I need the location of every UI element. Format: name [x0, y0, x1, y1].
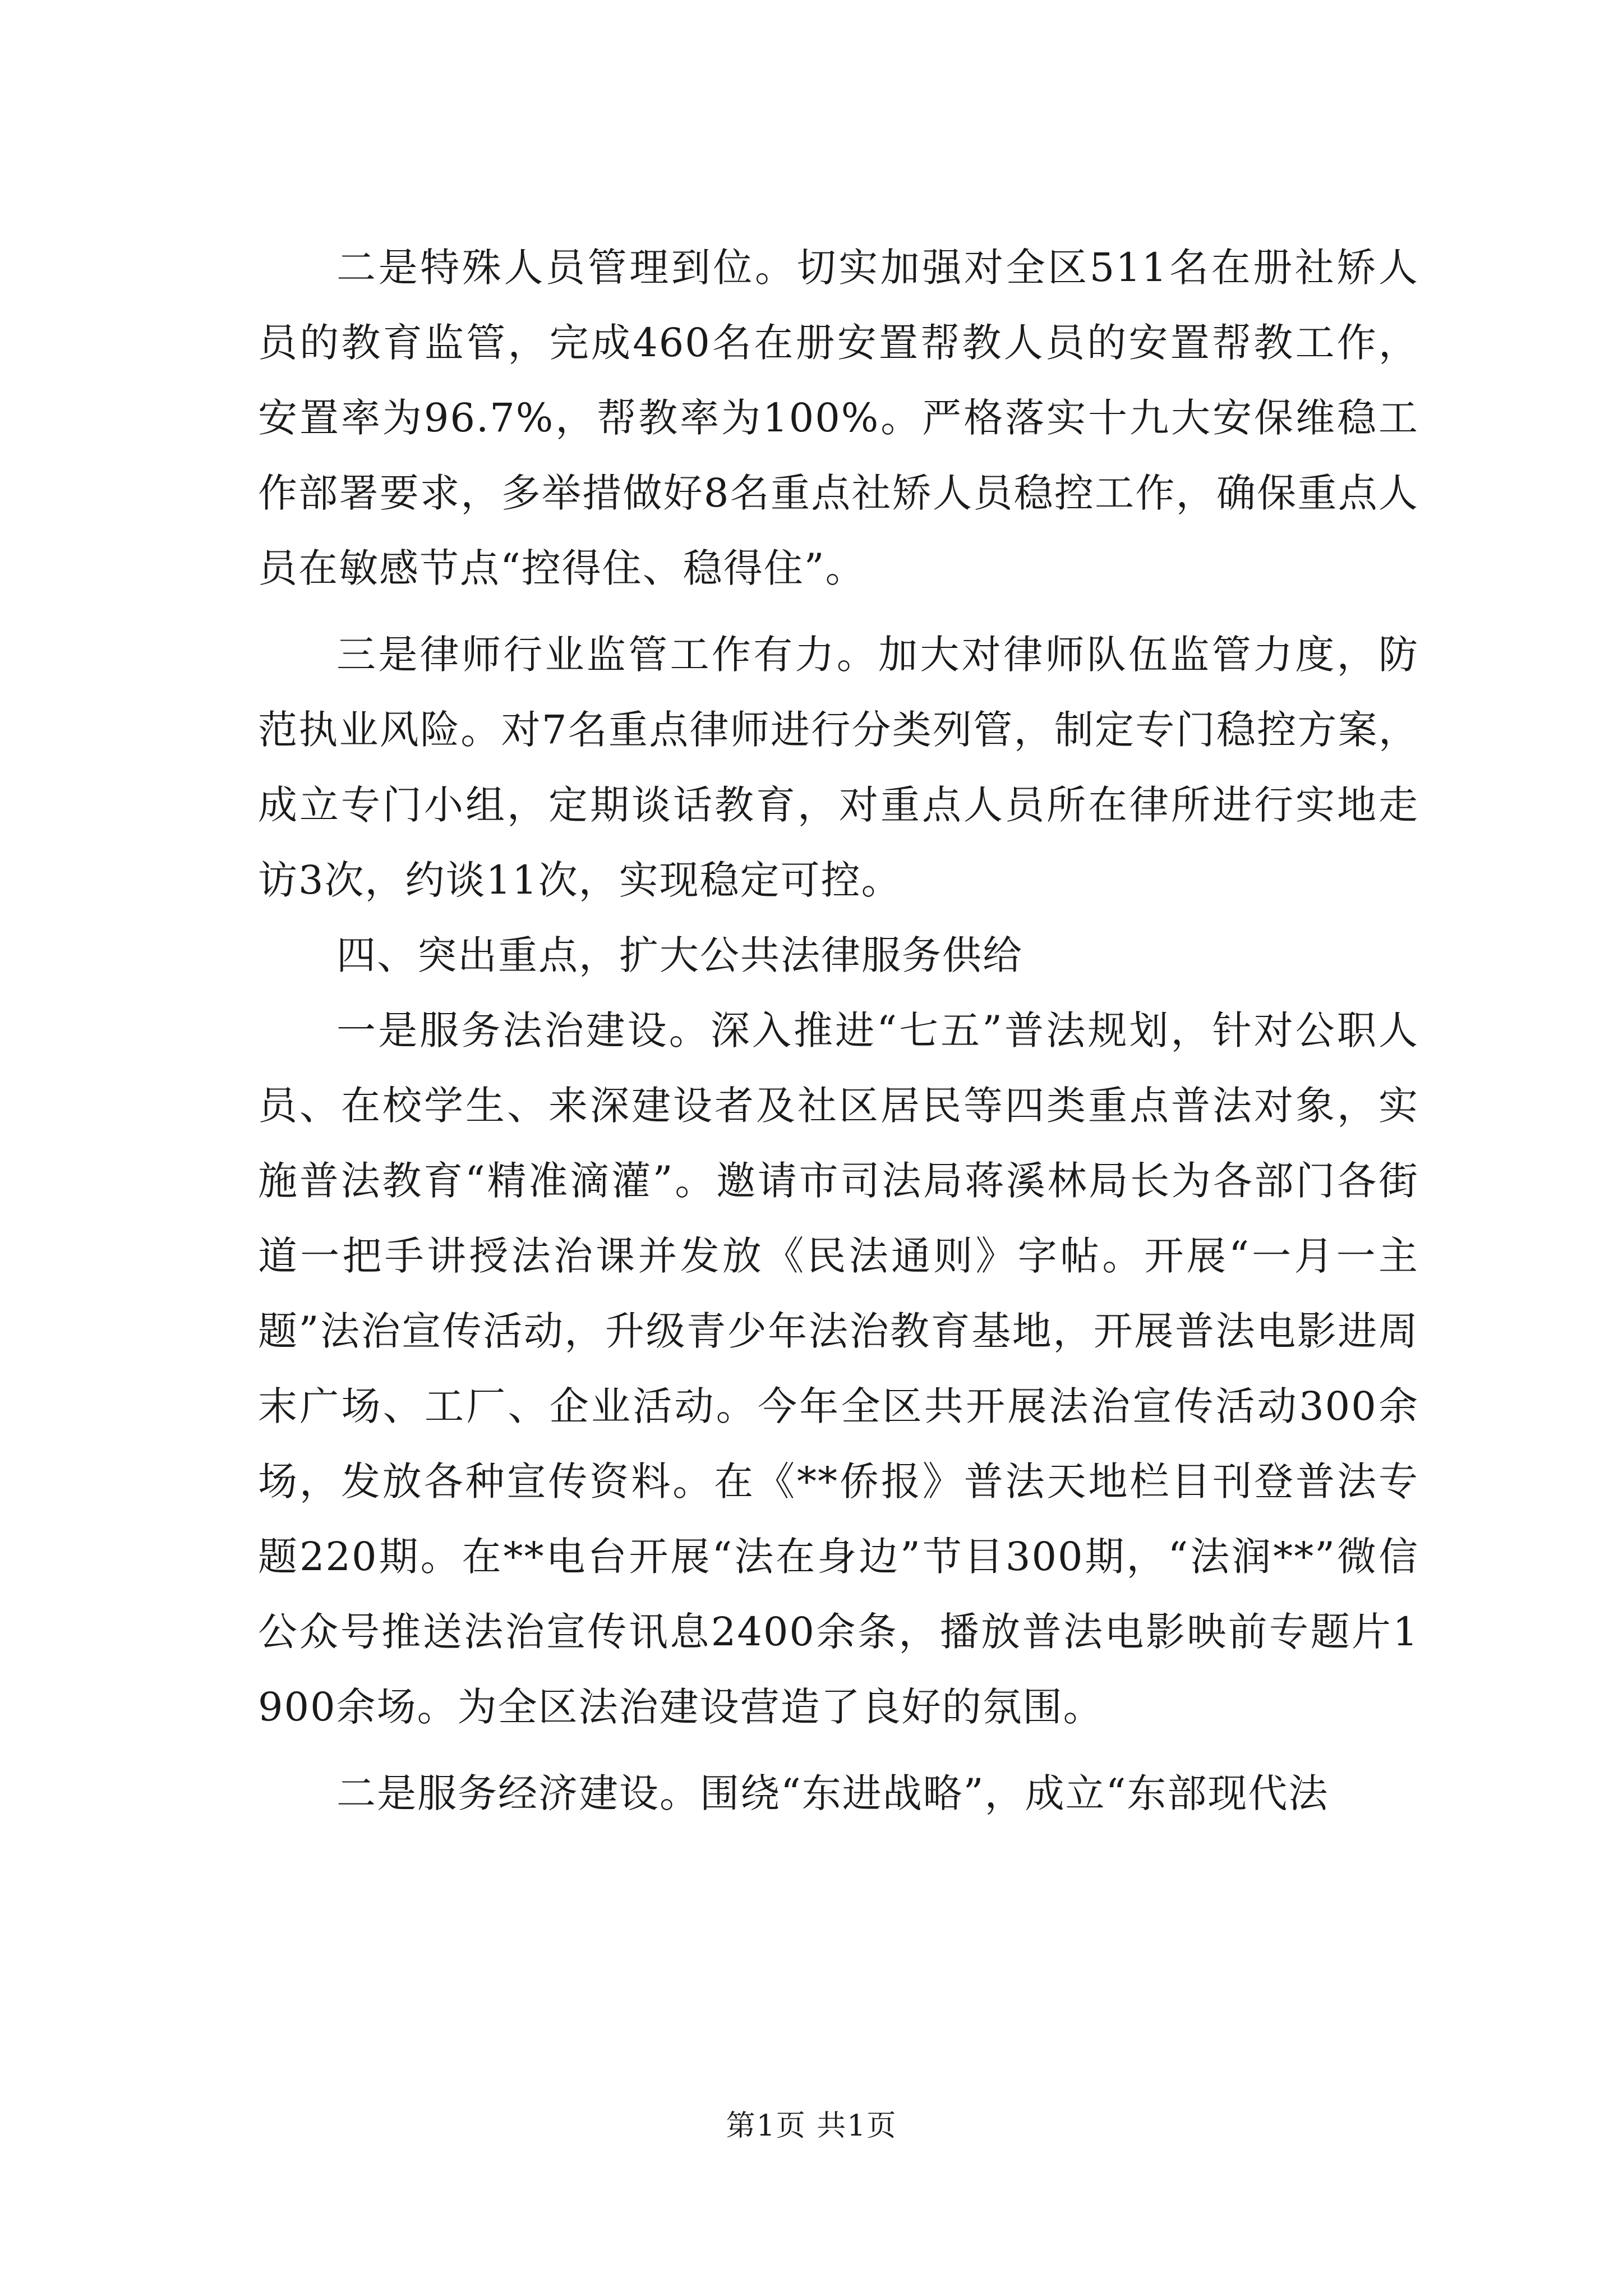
section-heading-public-legal-services: 四、突出重点，扩大公共法律服务供给: [336, 932, 1023, 978]
document-body: [258, 230, 1419, 1831]
paragraph-special-personnel: 二是特殊人员管理到位。切实加强对全区511名在册社矫人员的教育监管，完成460名在册安置帮教人员的安置帮教工作，安置率为96.7%，帮教率为100%。严格落实十九大安保维稳工作部署要求，多举措做好8名重点社矫人员稳控工作，确保重点人员在敏感节点“控得住、稳得住”。: [258, 245, 1419, 591]
paragraph-rule-of-law-construction: 一是服务法治建设。深入推进“七五”普法规划，针对公职人员、在校学生、来深建设者及社区居民等四类重点普法对象，实施普法教育“精准滴灌”。邀请市司法局蒋溪林局长为各部门各街道一把手讲授法治课并发放《民法通则》字帖。开展“一月一主题”法治宣传活动，升级青少年法治教育基地，开展普法电影进周末广场、工厂、企业活动。今年全区共开展法治宣传活动300余场，发放各种宣传资料。在《**侨报》普法天地栏目刊登普法专题220期。在**电台开展“法在身边”节目300期，“法润**”微信公众号推送法治宣传讯息2400余条，播放普法电影映前专题片1900余场。为全区法治建设营造了良好的氛围。: [258, 1007, 1419, 1730]
page-footer: 第1页 共1页: [726, 2109, 897, 2143]
paragraph-economic-construction: 二是服务经济建设。围绕“东进战略”，成立“东部现代法: [336, 1770, 1329, 1816]
paragraph-lawyer-supervision: 三是律师行业监管工作有力。加大对律师队伍监管力度，防范执业风险。对7名重点律师进行分类列管，制定专门稳控方案，成立专门小组，定期谈话教育，对重点人员所在律所进行实地走访3次，约谈11次，实现稳定可控。: [258, 632, 1419, 903]
